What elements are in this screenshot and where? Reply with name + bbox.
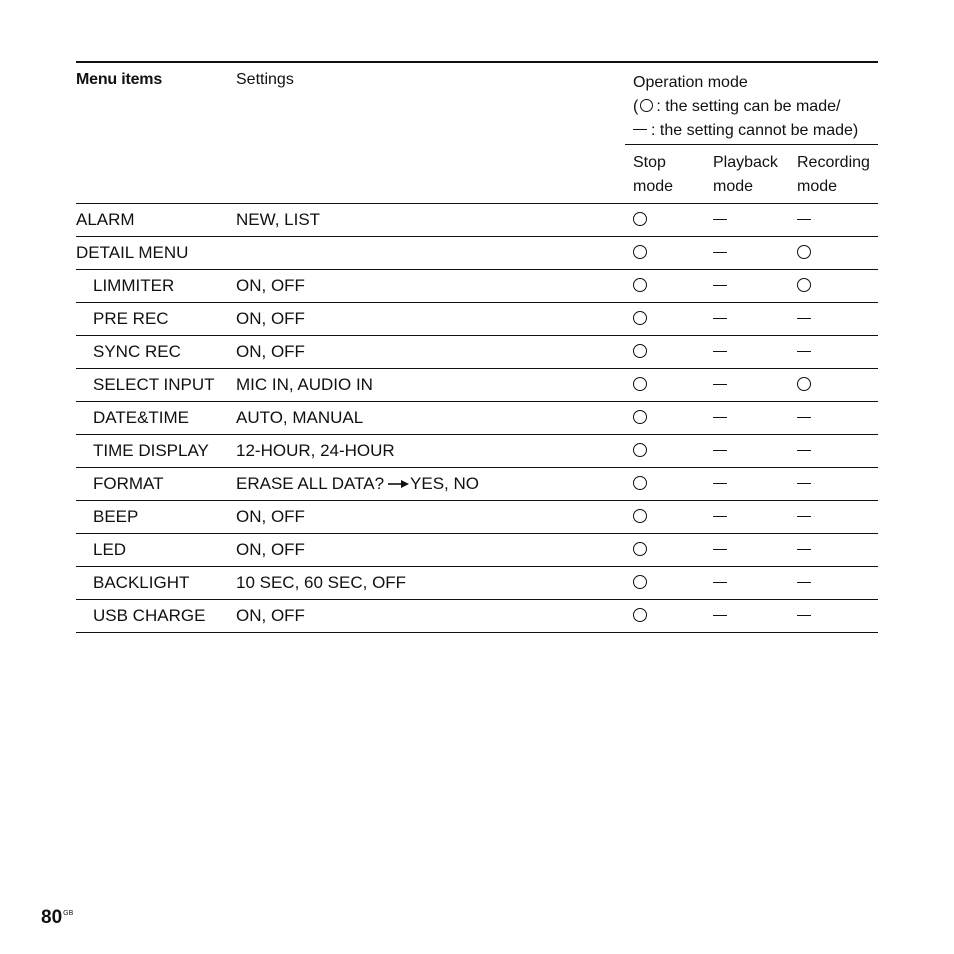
playback-availability bbox=[713, 441, 727, 461]
header-playback-mode bbox=[713, 151, 793, 199]
header-recording-mode bbox=[797, 151, 877, 199]
recording-mode-line2: mode bbox=[797, 178, 838, 195]
circle-icon bbox=[633, 245, 647, 259]
stop-availability bbox=[633, 507, 647, 527]
dash-icon bbox=[713, 582, 727, 583]
circle-icon bbox=[797, 278, 811, 292]
legend-can: ( : the setting can be made/ bbox=[633, 98, 841, 115]
playback-availability bbox=[713, 210, 727, 230]
playback-availability bbox=[713, 243, 727, 263]
table-row bbox=[76, 468, 878, 501]
dash-icon bbox=[713, 483, 727, 484]
legend-cannot bbox=[633, 119, 858, 143]
setting-value bbox=[236, 342, 305, 362]
stop-mode-line2: mode bbox=[633, 178, 674, 195]
table-body bbox=[76, 204, 878, 633]
dash-icon bbox=[797, 582, 811, 583]
table-row bbox=[76, 567, 878, 600]
setting-value bbox=[236, 408, 363, 428]
dash-icon bbox=[713, 615, 727, 616]
dash-icon bbox=[713, 285, 727, 286]
playback-mode-line2: mode bbox=[713, 178, 754, 195]
header-operation-mode bbox=[633, 71, 858, 143]
dash-icon bbox=[713, 219, 727, 220]
setting-text: 10 SEC, 60 SEC, OFF bbox=[236, 573, 407, 592]
setting-value bbox=[236, 573, 406, 593]
table-row bbox=[76, 369, 878, 402]
setting-value bbox=[236, 276, 305, 296]
playback-availability bbox=[713, 573, 727, 593]
circle-icon bbox=[633, 509, 647, 523]
recording-availability bbox=[797, 276, 811, 296]
stop-availability bbox=[633, 408, 647, 428]
recording-availability bbox=[797, 375, 811, 395]
menu-item: BEEP bbox=[93, 507, 139, 526]
circle-icon bbox=[640, 99, 653, 112]
menu-item: DETAIL MENU bbox=[76, 243, 189, 262]
dash-icon bbox=[713, 549, 727, 550]
setting-value bbox=[236, 309, 305, 329]
dash-icon bbox=[797, 417, 811, 418]
operation-mode-title: Operation mode bbox=[633, 74, 748, 91]
setting-text: NEW, LIST bbox=[236, 210, 321, 229]
setting-text: ERASE ALL DATA? bbox=[236, 474, 385, 493]
dash-icon bbox=[713, 252, 727, 253]
dash-icon bbox=[713, 450, 727, 451]
page-number-value: 80 bbox=[41, 907, 63, 928]
recording-availability bbox=[797, 309, 811, 329]
table-row bbox=[76, 336, 878, 369]
stop-availability bbox=[633, 375, 647, 395]
menu-item: ALARM bbox=[76, 210, 135, 229]
stop-availability bbox=[633, 243, 647, 263]
dash-icon bbox=[797, 516, 811, 517]
arrow-right-icon bbox=[384, 478, 410, 490]
playback-availability bbox=[713, 342, 727, 362]
recording-mode-line1: Recording bbox=[797, 154, 870, 171]
recording-availability bbox=[797, 507, 811, 527]
circle-icon bbox=[633, 212, 647, 226]
setting-text: ON, OFF bbox=[236, 540, 305, 559]
dash-icon bbox=[713, 351, 727, 352]
dash-icon bbox=[797, 615, 811, 616]
legend-can-text: : the setting can be made/ bbox=[656, 98, 841, 115]
table-row bbox=[76, 204, 878, 237]
stop-availability bbox=[633, 474, 647, 494]
recording-availability bbox=[797, 540, 811, 560]
legend-cannot-text: : the setting cannot be made) bbox=[651, 122, 859, 139]
table-header bbox=[76, 63, 878, 204]
setting-value bbox=[236, 210, 320, 230]
recording-availability bbox=[797, 573, 811, 593]
playback-availability bbox=[713, 507, 727, 527]
menu-item: SYNC REC bbox=[93, 342, 181, 361]
playback-availability bbox=[713, 540, 727, 560]
setting-value bbox=[236, 507, 305, 527]
circle-icon bbox=[633, 344, 647, 358]
playback-mode-line1: Playback bbox=[713, 154, 778, 171]
setting-text: ON, OFF bbox=[236, 309, 305, 328]
stop-availability bbox=[633, 276, 647, 296]
header-settings: Settings bbox=[236, 71, 294, 88]
recording-availability bbox=[797, 474, 811, 494]
region-code: GB bbox=[63, 910, 74, 917]
recording-availability bbox=[797, 243, 811, 263]
setting-value bbox=[236, 375, 373, 395]
setting-value bbox=[236, 606, 305, 626]
recording-availability bbox=[797, 408, 811, 428]
circle-icon bbox=[633, 575, 647, 589]
circle-icon bbox=[633, 311, 647, 325]
setting-value bbox=[236, 474, 479, 494]
setting-text: ON, OFF bbox=[236, 276, 305, 295]
page-number bbox=[41, 907, 73, 929]
circle-icon bbox=[633, 608, 647, 622]
stop-mode-line1: Stop bbox=[633, 154, 666, 171]
settings-table bbox=[76, 61, 878, 633]
playback-availability bbox=[713, 408, 727, 428]
table-row bbox=[76, 600, 878, 633]
table-row bbox=[76, 402, 878, 435]
dash-icon bbox=[797, 219, 811, 220]
table-row bbox=[76, 237, 878, 270]
setting-text: 12-HOUR, 24-HOUR bbox=[236, 441, 395, 460]
table-row bbox=[76, 435, 878, 468]
stop-availability bbox=[633, 606, 647, 626]
recording-availability bbox=[797, 441, 811, 461]
menu-item: BACKLIGHT bbox=[93, 573, 190, 592]
dash-icon bbox=[633, 129, 647, 130]
setting-text: ON, OFF bbox=[236, 606, 305, 625]
playback-availability bbox=[713, 309, 727, 329]
dash-icon bbox=[797, 450, 811, 451]
table-row bbox=[76, 303, 878, 336]
setting-text: ON, OFF bbox=[236, 507, 305, 526]
setting-after-arrow: YES, NO bbox=[410, 474, 479, 493]
dash-icon bbox=[797, 549, 811, 550]
playback-availability bbox=[713, 474, 727, 494]
header-stop-mode bbox=[633, 151, 713, 199]
stop-availability bbox=[633, 342, 647, 362]
circle-icon bbox=[797, 377, 811, 391]
dash-icon bbox=[713, 516, 727, 517]
circle-icon bbox=[633, 410, 647, 424]
menu-item: PRE REC bbox=[93, 309, 169, 328]
circle-icon bbox=[633, 476, 647, 490]
header-divider bbox=[625, 144, 878, 145]
stop-availability bbox=[633, 540, 647, 560]
menu-item: TIME DISPLAY bbox=[93, 441, 209, 460]
recording-availability bbox=[797, 342, 811, 362]
dash-icon bbox=[713, 417, 727, 418]
recording-availability bbox=[797, 210, 811, 230]
stop-availability bbox=[633, 210, 647, 230]
menu-item: FORMAT bbox=[93, 474, 164, 493]
setting-text: MIC IN, AUDIO IN bbox=[236, 375, 373, 394]
menu-item: LIMMITER bbox=[93, 276, 175, 295]
menu-item: SELECT INPUT bbox=[93, 375, 215, 394]
circle-icon bbox=[633, 377, 647, 391]
menu-item: USB CHARGE bbox=[93, 606, 206, 625]
dash-icon bbox=[797, 318, 811, 319]
stop-availability bbox=[633, 573, 647, 593]
playback-availability bbox=[713, 375, 727, 395]
menu-item: LED bbox=[93, 540, 127, 559]
stop-availability bbox=[633, 441, 647, 461]
setting-value bbox=[236, 441, 395, 461]
circle-icon bbox=[633, 278, 647, 292]
setting-value bbox=[236, 540, 305, 560]
stop-availability bbox=[633, 309, 647, 329]
table-row bbox=[76, 501, 878, 534]
setting-text: ON, OFF bbox=[236, 342, 305, 361]
header-menu-items: Menu items bbox=[76, 71, 163, 88]
circle-icon bbox=[633, 542, 647, 556]
playback-availability bbox=[713, 606, 727, 626]
recording-availability bbox=[797, 606, 811, 626]
dash-icon bbox=[797, 351, 811, 352]
dash-icon bbox=[713, 384, 727, 385]
setting-text: AUTO, MANUAL bbox=[236, 408, 364, 427]
table-row bbox=[76, 270, 878, 303]
circle-icon bbox=[797, 245, 811, 259]
playback-availability bbox=[713, 276, 727, 296]
table-row bbox=[76, 534, 878, 567]
menu-item: DATE&TIME bbox=[93, 408, 190, 427]
dash-icon bbox=[713, 318, 727, 319]
dash-icon bbox=[797, 483, 811, 484]
circle-icon bbox=[633, 443, 647, 457]
